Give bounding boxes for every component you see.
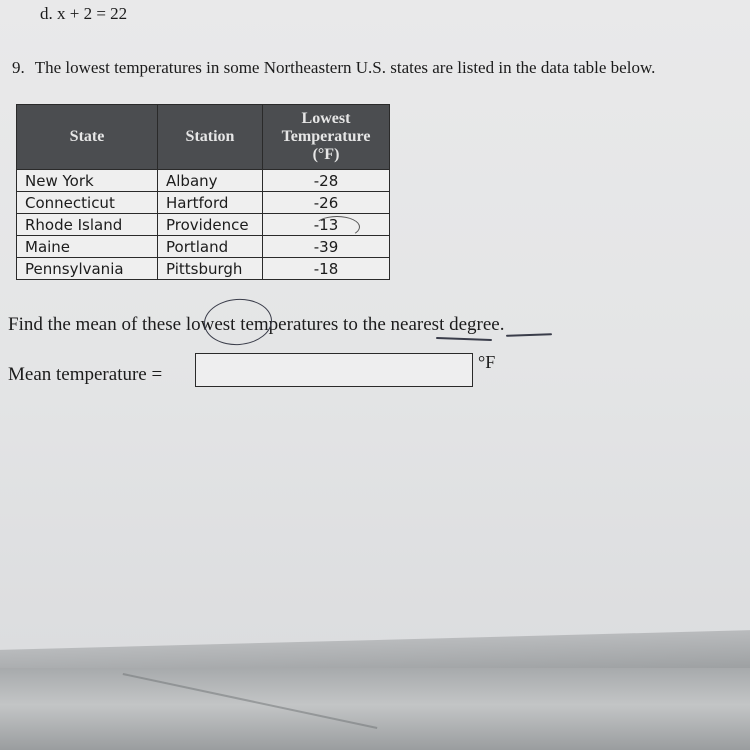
pen-underline-degree: [506, 333, 552, 337]
instruction-part: .: [499, 314, 505, 335]
table-row: [17, 192, 390, 214]
instruction-part: Find the mean of these: [8, 314, 186, 335]
instruction-part: temperatures to the: [235, 314, 391, 335]
cell-state: Pennsylvania: [17, 258, 158, 280]
cell-state: Connecticut: [17, 192, 158, 214]
previous-answer-option: d. x + 2 = 22: [40, 4, 128, 23]
desk-surface: [0, 668, 750, 750]
table-row: [17, 170, 390, 192]
cell-station: Pittsburgh: [158, 258, 263, 280]
instruction-keyword-lowest: lowest: [185, 314, 236, 335]
table-row: [17, 258, 390, 280]
cell-station: Hartford: [158, 192, 263, 214]
cell-state: Maine: [17, 236, 158, 258]
instruction-keyword-nearest: nearest: [390, 314, 445, 335]
header-temp-line2: Temperature: [281, 128, 371, 145]
pen-underline-nearest: [436, 337, 492, 341]
pen-mark-tick: [314, 216, 360, 238]
pen-circle-mark: [202, 297, 273, 348]
question-9: [12, 58, 655, 78]
question-text: The lowest temperatures in some Northeastern U.S. states are listed in the data table below.: [34, 58, 656, 77]
header-station: Station: [158, 105, 263, 170]
header-temp-line1: Lowest: [301, 110, 351, 127]
cell-temp: -28: [263, 170, 390, 192]
cell-state: New York: [17, 170, 158, 192]
cell-station: Providence: [158, 214, 263, 236]
mean-temperature-answer-box[interactable]: [195, 353, 473, 387]
table-row: [17, 236, 390, 258]
header-temp-line3: (°F): [312, 146, 340, 163]
cell-temp: -18: [263, 258, 390, 280]
cell-state: Rhode Island: [17, 214, 158, 236]
question-number: 9.: [12, 58, 25, 77]
answer-label: Mean temperature =: [8, 364, 163, 385]
instruction-keyword-degree: degree: [449, 314, 500, 335]
header-lowest-temperature: [263, 105, 390, 170]
cell-station: Albany: [158, 170, 263, 192]
cell-temp: -26: [263, 192, 390, 214]
cell-temp: -13: [263, 214, 390, 236]
header-state: State: [17, 105, 158, 170]
answer-unit: °F: [478, 352, 496, 372]
cell-station: Portland: [158, 236, 263, 258]
temperature-table: [16, 104, 390, 280]
cell-temp: -39: [263, 236, 390, 258]
table-header-row: [17, 105, 390, 170]
